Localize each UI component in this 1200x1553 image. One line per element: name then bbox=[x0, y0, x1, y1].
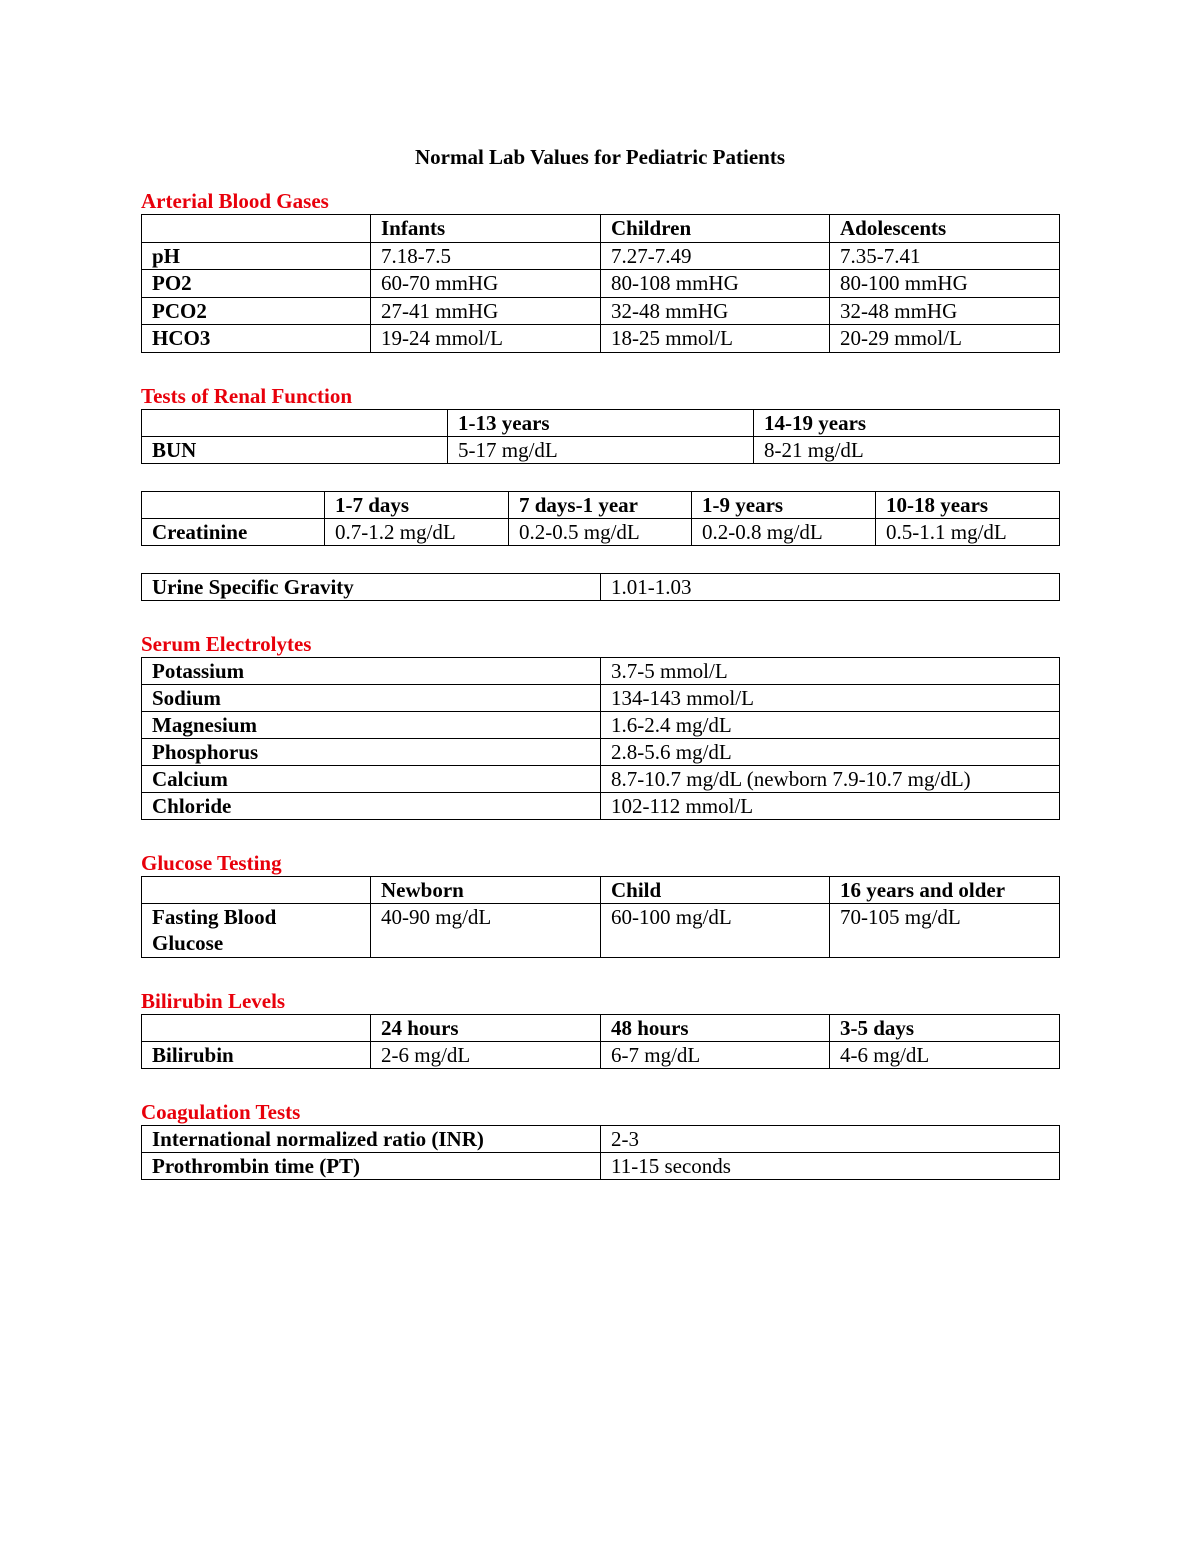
table-header-row bbox=[142, 876, 1060, 903]
row-label-line: Glucose bbox=[152, 930, 224, 955]
table-row bbox=[142, 765, 1060, 792]
section-heading-coagulation: Coagulation Tests bbox=[141, 1099, 301, 1124]
header-cell bbox=[142, 215, 371, 243]
header-cell: 24 hours bbox=[371, 1014, 601, 1041]
table-cell: 70-105 mg/dL bbox=[830, 903, 1060, 957]
table-cell: 134-143 mmol/L bbox=[601, 684, 1060, 711]
table-row bbox=[142, 903, 1060, 957]
row-label-line: Fasting Blood bbox=[152, 904, 277, 929]
table-cell: 2.8-5.6 mg/dL bbox=[601, 738, 1060, 765]
electrolytes-table bbox=[141, 657, 1060, 820]
table-cell: 80-100 mmHG bbox=[830, 270, 1060, 298]
table-header-row bbox=[142, 1014, 1060, 1041]
coagulation-table bbox=[141, 1125, 1060, 1180]
header-cell: Infants bbox=[371, 215, 601, 243]
table-cell: 18-25 mmol/L bbox=[601, 325, 830, 353]
table-cell: 11-15 seconds bbox=[601, 1152, 1060, 1179]
header-cell: 48 hours bbox=[601, 1014, 830, 1041]
header-cell: 1-9 years bbox=[692, 491, 876, 518]
row-label: Prothrombin time (PT) bbox=[142, 1152, 601, 1179]
row-label: Calcium bbox=[142, 765, 601, 792]
table-cell: 1.6-2.4 mg/dL bbox=[601, 711, 1060, 738]
table-cell: 5-17 mg/dL bbox=[448, 436, 754, 463]
table-cell: 0.5-1.1 mg/dL bbox=[876, 518, 1060, 545]
table-cell: 32-48 mmHG bbox=[830, 297, 1060, 325]
row-label: Creatinine bbox=[142, 518, 325, 545]
table-cell: 2-6 mg/dL bbox=[371, 1041, 601, 1068]
table-cell: 102-112 mmol/L bbox=[601, 792, 1060, 819]
table-row bbox=[142, 242, 1060, 270]
header-cell: 14-19 years bbox=[754, 409, 1060, 436]
row-label: pH bbox=[142, 242, 371, 270]
table-row bbox=[142, 297, 1060, 325]
row-label: International normalized ratio (INR) bbox=[142, 1125, 601, 1152]
table-cell: 4-6 mg/dL bbox=[830, 1041, 1060, 1068]
row-label: PCO2 bbox=[142, 297, 371, 325]
row-label: HCO3 bbox=[142, 325, 371, 353]
table-cell: 0.7-1.2 mg/dL bbox=[325, 518, 509, 545]
table-cell: 19-24 mmol/L bbox=[371, 325, 601, 353]
header-cell: 3-5 days bbox=[830, 1014, 1060, 1041]
row-label: Chloride bbox=[142, 792, 601, 819]
header-cell: Adolescents bbox=[830, 215, 1060, 243]
row-label: Urine Specific Gravity bbox=[142, 573, 601, 600]
document-page bbox=[141, 140, 1059, 1180]
table-cell: 1.01-1.03 bbox=[601, 573, 1060, 600]
table-row bbox=[142, 573, 1060, 600]
table-row bbox=[142, 711, 1060, 738]
urine-specific-gravity-table bbox=[141, 573, 1060, 601]
page-title: Normal Lab Values for Pediatric Patients bbox=[414, 145, 785, 169]
row-label: BUN bbox=[142, 436, 448, 463]
header-cell: Children bbox=[601, 215, 830, 243]
table-row bbox=[142, 325, 1060, 353]
header-cell: 7 days-1 year bbox=[509, 491, 692, 518]
table-row bbox=[142, 518, 1060, 545]
row-label: Potassium bbox=[142, 657, 601, 684]
header-cell: 1-7 days bbox=[325, 491, 509, 518]
table-cell: 2-3 bbox=[601, 1125, 1060, 1152]
table-header-row bbox=[142, 409, 1060, 436]
table-header-row bbox=[142, 215, 1060, 243]
table-cell: 20-29 mmol/L bbox=[830, 325, 1060, 353]
row-label: Phosphorus bbox=[142, 738, 601, 765]
table-cell: 60-100 mg/dL bbox=[601, 903, 830, 957]
table-cell: 7.27-7.49 bbox=[601, 242, 830, 270]
table-row bbox=[142, 436, 1060, 463]
section-heading-abg: Arterial Blood Gases bbox=[141, 189, 329, 213]
table-row bbox=[142, 1125, 1060, 1152]
header-cell: 10-18 years bbox=[876, 491, 1060, 518]
table-row bbox=[142, 657, 1060, 684]
header-cell: 1-13 years bbox=[448, 409, 754, 436]
table-cell: 7.35-7.41 bbox=[830, 242, 1060, 270]
table-header-row bbox=[142, 491, 1060, 518]
table-cell: 40-90 mg/dL bbox=[371, 903, 601, 957]
bilirubin-table bbox=[141, 1014, 1060, 1069]
table-row bbox=[142, 1041, 1060, 1068]
row-label: Bilirubin bbox=[142, 1041, 371, 1068]
header-cell: Newborn bbox=[371, 876, 601, 903]
glucose-table bbox=[141, 876, 1060, 958]
header-cell bbox=[142, 409, 448, 436]
table-cell: 8-21 mg/dL bbox=[754, 436, 1060, 463]
bun-table bbox=[141, 409, 1060, 464]
table-row bbox=[142, 1152, 1060, 1179]
table-row bbox=[142, 270, 1060, 298]
table-cell: 3.7-5 mmol/L bbox=[601, 657, 1060, 684]
row-label: Magnesium bbox=[142, 711, 601, 738]
table-cell: 80-108 mmHG bbox=[601, 270, 830, 298]
header-cell bbox=[142, 491, 325, 518]
table-cell: 60-70 mmHG bbox=[371, 270, 601, 298]
section-heading-electrolytes: Serum Electrolytes bbox=[141, 631, 312, 656]
table-row bbox=[142, 792, 1060, 819]
table-cell: 8.7-10.7 mg/dL (newborn 7.9-10.7 mg/dL) bbox=[601, 765, 1060, 792]
table-cell: 0.2-0.8 mg/dL bbox=[692, 518, 876, 545]
table-cell: 7.18-7.5 bbox=[371, 242, 601, 270]
table-cell: 6-7 mg/dL bbox=[601, 1041, 830, 1068]
table-cell: 27-41 mmHG bbox=[371, 297, 601, 325]
header-cell bbox=[142, 876, 371, 903]
table-cell: 0.2-0.5 mg/dL bbox=[509, 518, 692, 545]
abg-table bbox=[141, 214, 1060, 353]
header-cell: Child bbox=[601, 876, 830, 903]
row-label: PO2 bbox=[142, 270, 371, 298]
section-heading-glucose: Glucose Testing bbox=[141, 850, 282, 875]
section-heading-renal: Tests of Renal Function bbox=[141, 383, 352, 408]
table-row bbox=[142, 738, 1060, 765]
table-row bbox=[142, 684, 1060, 711]
creatinine-table bbox=[141, 491, 1060, 546]
section-heading-bilirubin: Bilirubin Levels bbox=[141, 988, 286, 1013]
row-label: Sodium bbox=[142, 684, 601, 711]
table-cell: 32-48 mmHG bbox=[601, 297, 830, 325]
header-cell bbox=[142, 1014, 371, 1041]
row-label bbox=[142, 903, 371, 957]
header-cell: 16 years and older bbox=[830, 876, 1060, 903]
